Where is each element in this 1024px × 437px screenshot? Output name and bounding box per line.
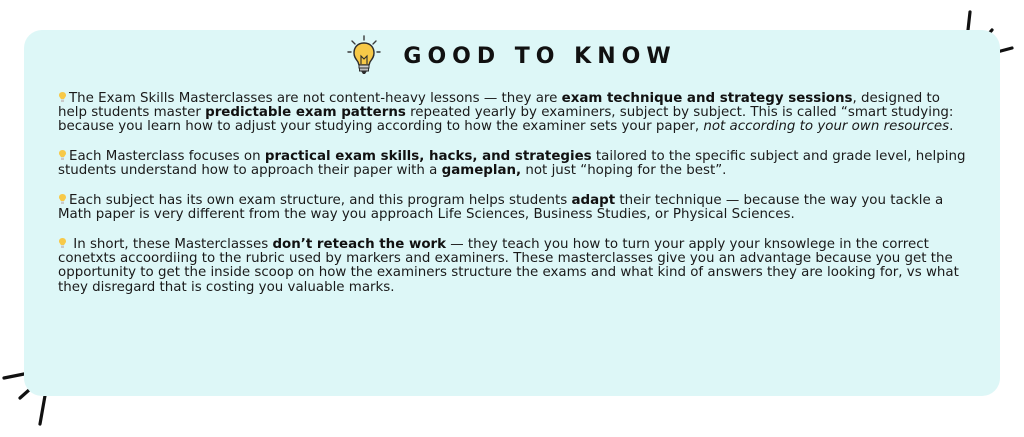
- paragraph-3: Each subject has its own exam structure, and this program helps students adapt their technique — because the way you tackle a Math paper is very different from the way you approach Life Sciences, Business Studies, or Physical Sciences.: [58, 193, 944, 223]
- paragraph-2: Each Masterclass focuses on practical exam skills, hacks, and strategies tailored to the specific subject and grade level, helping students understand how to approach their paper with a gameplan, not just “hoping for the best”.: [58, 149, 966, 179]
- paragraph-1: The Exam Skills Masterclasses are not content-heavy lessons — they are exam technique and strategy sessions, designed to help students master predictable exam patterns repeated yearly by examiners, subject by subject. This is called “smart studying: because you learn how to adjust your studying according to how the examiner sets your paper, not according to your own resources.: [58, 91, 954, 135]
- lightbulb-icon: [58, 91, 67, 103]
- lightbulb-icon: [58, 193, 67, 205]
- lightbulb-icon: [58, 237, 67, 249]
- card-title: GOOD TO KNOW: [403, 43, 677, 69]
- lightbulb-icon: [58, 149, 67, 161]
- card-content: [58, 91, 973, 309]
- paragraph-4: In short, these Masterclasses don’t reteach the work — they teach you how to turn your apply your knsowlege in the correct conetxts accoordiing to the rubric used by markers and examiners. These masterclasses give you an advantage because you get the opportunity to get the inside scoop on how the examiners structure the exams and what kind of answers they are looking for, vs what they disregard that is costing you valuable marks.: [58, 236, 959, 295]
- card-header: [0, 34, 1024, 78]
- lightbulb-icon: [347, 35, 381, 77]
